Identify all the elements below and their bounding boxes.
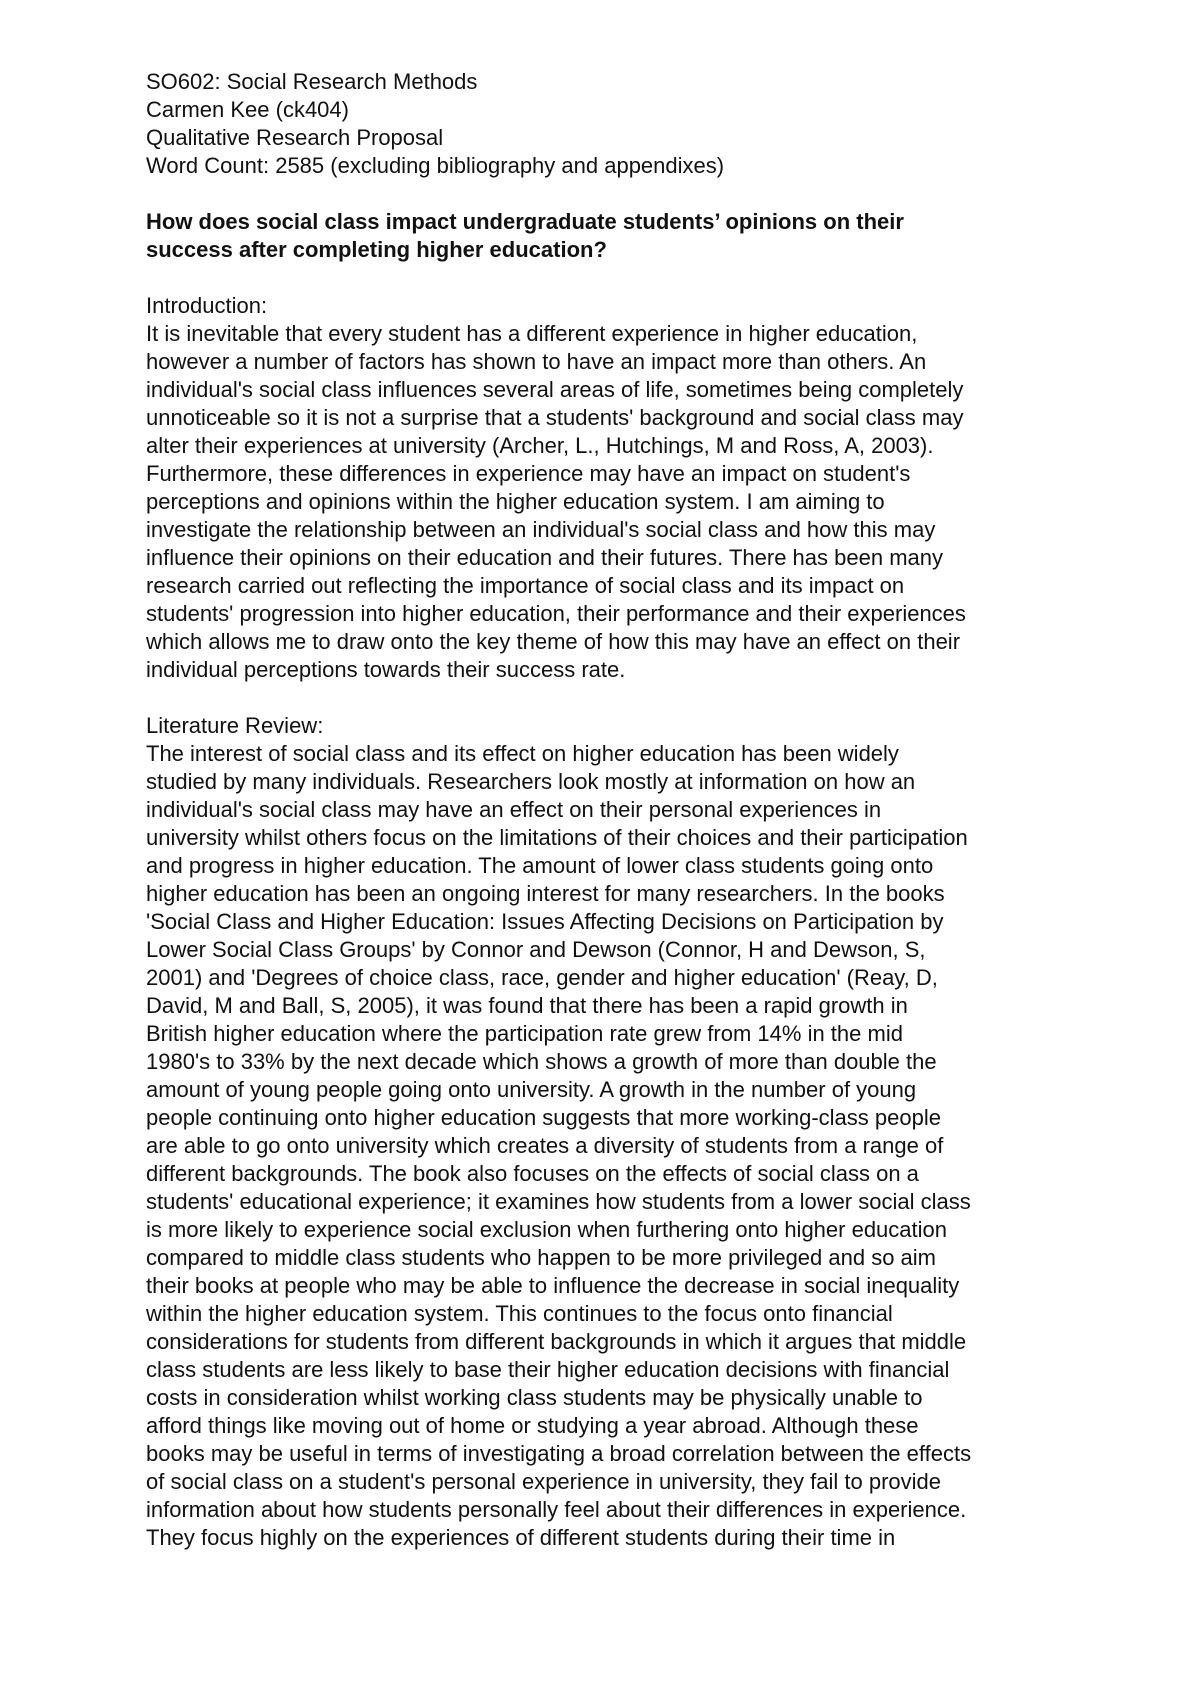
- course-title: SO602: Social Research Methods: [146, 69, 478, 94]
- paragraph-line: within the higher education system. This continues to the focus onto financial: [146, 1301, 893, 1326]
- paragraph-line: British higher education where the participation rate grew from 14% in the mid: [146, 1021, 903, 1046]
- paragraph-line: investigate the relationship between an individual's social class and how this may: [146, 517, 936, 542]
- paragraph-line: university whilst others focus on the limitations of their choices and their participation: [146, 825, 968, 850]
- paragraph-line: unnoticeable so it is not a surprise that a students' background and social class may: [146, 405, 964, 430]
- literature-review-heading: Literature Review:: [146, 713, 324, 738]
- paragraph-line: books may be useful in terms of investigating a broad correlation between the effects: [146, 1441, 972, 1466]
- paragraph-line: and progress in higher education. The amount of lower class students going onto: [146, 853, 934, 878]
- paragraph-line: Lower Social Class Groups' by Connor and Dewson (Connor, H and Dewson, S,: [146, 937, 926, 962]
- paragraph-line: considerations for students from different backgrounds in which it argues that middle: [146, 1329, 967, 1354]
- paragraph-line: of social class on a student's personal experience in university, they fail to provide: [146, 1469, 941, 1494]
- introduction-paragraph: [146, 320, 1076, 684]
- paragraph-line: studied by many individuals. Researchers look mostly at information on how an: [146, 769, 916, 794]
- paragraph-line: is more likely to experience social exclusion when furthering onto higher education: [146, 1217, 948, 1242]
- paragraph-line: individual perceptions towards their success rate.: [146, 657, 626, 682]
- title-line: success after completing higher education?: [146, 237, 607, 262]
- title-line: How does social class impact undergraduate students’ opinions on their: [146, 209, 904, 234]
- paragraph-line: costs in consideration whilst working class students may be physically unable to: [146, 1385, 923, 1410]
- paragraph-line: students' progression into higher education, their performance and their experiences: [146, 601, 966, 626]
- paragraph-line: amount of young people going onto university. A growth in the number of young: [146, 1077, 917, 1102]
- paragraph-line: Furthermore, these differences in experience may have an impact on student's: [146, 461, 911, 486]
- introduction-section: [146, 292, 1076, 684]
- paragraph-line: students' educational experience; it examines how students from a lower social class: [146, 1189, 971, 1214]
- document-type: Qualitative Research Proposal: [146, 125, 444, 150]
- document-header: [146, 68, 1076, 180]
- paragraph-line: compared to middle class students who happen to be more privileged and so aim: [146, 1245, 937, 1270]
- paragraph-line: different backgrounds. The book also focuses on the effects of social class on a: [146, 1161, 919, 1186]
- paragraph-line: information about how students personally feel about their differences in experience.: [146, 1497, 967, 1522]
- paragraph-line: 'Social Class and Higher Education: Issues Affecting Decisions on Participation by: [146, 909, 944, 934]
- paragraph-line: 1980's to 33% by the next decade which shows a growth of more than double the: [146, 1049, 937, 1074]
- word-count: Word Count: 2585 (excluding bibliography and appendixes): [146, 153, 725, 178]
- paragraph-line: class students are less likely to base their higher education decisions with financial: [146, 1357, 950, 1382]
- paragraph-line: their books at people who may be able to influence the decrease in social inequality: [146, 1273, 960, 1298]
- paragraph-line: afford things like moving out of home or studying a year abroad. Although these: [146, 1413, 919, 1438]
- paragraph-line: The interest of social class and its effect on higher education has been widely: [146, 741, 899, 766]
- paragraph-line: people continuing onto higher education suggests that more working-class people: [146, 1105, 941, 1130]
- paragraph-line: David, M and Ball, S, 2005), it was found that there has been a rapid growth in: [146, 993, 908, 1018]
- paragraph-line: individual's social class influences several areas of life, sometimes being completely: [146, 377, 964, 402]
- author-name: Carmen Kee (ck404): [146, 97, 349, 122]
- paragraph-line: 2001) and 'Degrees of choice class, race, gender and higher education' (Reay, D,: [146, 965, 938, 990]
- paragraph-line: research carried out reflecting the importance of social class and its impact on: [146, 573, 905, 598]
- paragraph-line: individual's social class may have an effect on their personal experiences in: [146, 797, 882, 822]
- document-page: [146, 68, 1076, 1552]
- paragraph-line: however a number of factors has shown to have an impact more than others. An: [146, 349, 927, 374]
- paragraph-line: influence their opinions on their education and their futures. There has been many: [146, 545, 943, 570]
- paragraph-line: higher education has been an ongoing interest for many researchers. In the books: [146, 881, 945, 906]
- paragraph-line: alter their experiences at university (Archer, L., Hutchings, M and Ross, A, 2003).: [146, 433, 934, 458]
- literature-review-paragraph: [146, 740, 1076, 1552]
- proposal-title: [146, 208, 1076, 264]
- paragraph-line: are able to go onto university which creates a diversity of students from a range of: [146, 1133, 944, 1158]
- paragraph-line: It is inevitable that every student has a different experience in higher education,: [146, 321, 918, 346]
- paragraph-line: which allows me to draw onto the key theme of how this may have an effect on their: [146, 629, 961, 654]
- introduction-heading: Introduction:: [146, 293, 268, 318]
- paragraph-line: They focus highly on the experiences of different students during their time in: [146, 1525, 896, 1550]
- paragraph-line: perceptions and opinions within the higher education system. I am aiming to: [146, 489, 885, 514]
- literature-review-section: [146, 712, 1076, 1552]
